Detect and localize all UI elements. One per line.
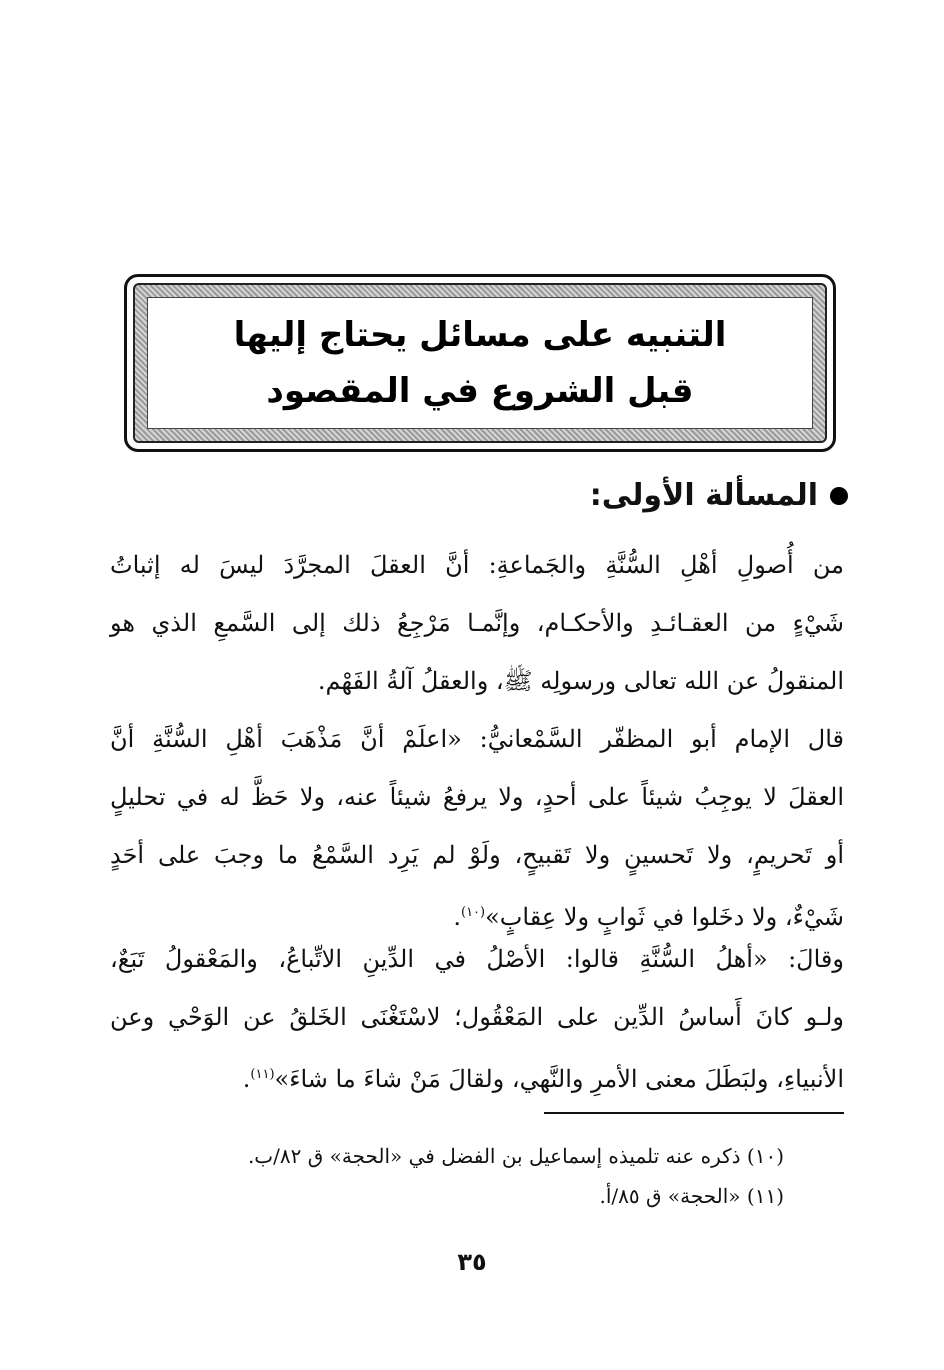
paragraph-line: شَيْءٍ من العقـائـدِ والأحكـام، وإنَّمـا مَرْجِعُ ذلك إلى السَّمعِ الذي هو — [110, 609, 844, 637]
paragraph-line: وقالَ: «أهلُ السُّنَّةِ قالوا: الأصْلُ في الدِّينِ الاتِّباعُ، والمَعْقولُ تَبَعٌ، — [110, 945, 844, 973]
paragraph-1 — [110, 536, 844, 710]
paragraph-line: المنقولُ عن الله تعالى ورسولِه ﷺ، والعقلُ آلةُ الفَهْم. — [317, 667, 844, 695]
paragraph-line: أو تَحريمٍ، ولا تَحسينٍ ولا تَقبيحٍ، ولَوْ لم يَرِد السَّمْعُ ما وجبَ على أحَدٍ — [110, 841, 845, 869]
title-frame-border — [133, 283, 827, 443]
footnote-ref[interactable]: (١١) — [250, 1067, 275, 1082]
chapter-title-line-2: قبل الشروع في المقصود — [266, 371, 694, 411]
paragraph-line-text: شَيْءٌ، ولا دخَلوا في ثَوابٍ ولا عِقابٍ» — [485, 903, 844, 931]
paragraph-line: ولـو كانَ أَساسُ الدِّين على المَعْقُول؛ لاسْتَغْنَى الخَلقُ عن الوَحْي وعن — [110, 1003, 844, 1031]
paragraph-2 — [110, 710, 844, 946]
paragraph-line: من أُصولِ أهْلِ السُّنَّةِ والجَماعةِ: أنَّ العقلَ المجرَّدَ ليسَ له إثباتُ — [110, 551, 845, 579]
footnote-10: (١٠) ذكره عنه تلميذه إسماعيل بن الفضل في «الحجة» ق ٨٢/ب. — [247, 1144, 784, 1168]
paragraph-line-end: . — [453, 903, 461, 931]
bullet-icon — [830, 487, 848, 505]
chapter-title-line-1: التنبيه على مسائل يحتاج إليها — [233, 315, 727, 355]
page-number: ٣٥ — [457, 1248, 487, 1276]
title-frame — [124, 274, 836, 452]
paragraph-line-end: . — [242, 1065, 251, 1093]
paragraph-line: العقلَ لا يوجِبُ شيئاً على أحدٍ، ولا يرفعُ شيئاً عنه، ولا حَظَّ له في تحليلٍ — [110, 783, 844, 811]
footnote-11: (١١) «الحجة» ق ٨٥/أ. — [599, 1184, 784, 1208]
paragraph-line: قال الإمام أبو المظفّر السَّمْعانيُّ: «اعلَمْ أنَّ مَذْهَبَ أهْلِ السُّنَّةِ أنَّ — [110, 725, 844, 753]
footnote-ref[interactable]: (١٠) — [461, 905, 486, 920]
paragraph-line-text: الأنبياءِ، ولبَطَلَ معنى الأمرِ والنَّهي، ولقالَ مَنْ شاءَ ما شاءَ» — [274, 1065, 844, 1093]
paragraph-3 — [110, 930, 844, 1108]
footnotes — [248, 1136, 784, 1216]
section-heading — [590, 478, 848, 513]
section-heading-text: المسألة الأولى: — [589, 478, 818, 513]
footnote-separator — [544, 1112, 844, 1114]
title-box — [147, 297, 813, 429]
paragraph-line-last — [110, 1046, 844, 1108]
